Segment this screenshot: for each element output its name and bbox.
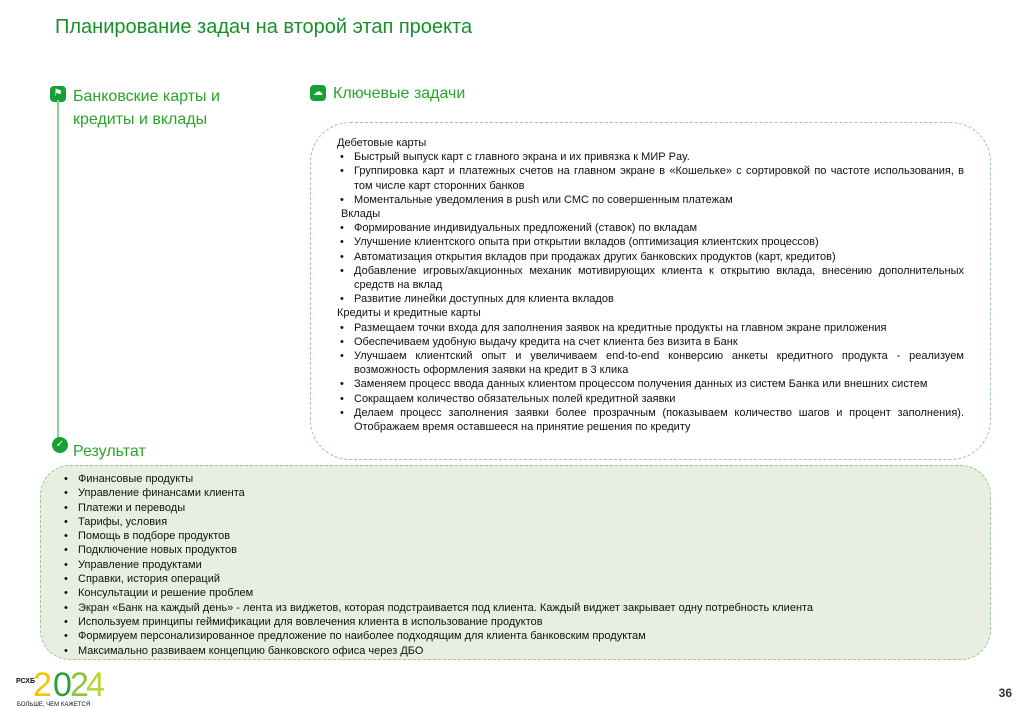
task-item: • Добавление игровых/акционных механик мотивирующих клиента к открытию вклада, внесению дополнительных средств на вклад bbox=[337, 264, 964, 292]
section-header-cards bbox=[73, 85, 220, 131]
header-line: Банковские карты и bbox=[73, 88, 220, 105]
result-item: • Справки, история операций bbox=[61, 572, 990, 586]
result-item: • Управление продуктами bbox=[61, 558, 990, 572]
page-title: Планирование задач на второй этап проекта bbox=[55, 16, 473, 38]
task-item: • Сокращаем количество обязательных полей кредитной заявки bbox=[337, 392, 964, 406]
svg-text:4: 4 bbox=[86, 666, 105, 704]
result-item: • Формируем персонализированное предложение по наиболее подходящим для клиента банковским продуктам bbox=[61, 629, 990, 643]
section-header-tasks: Ключевые задачи bbox=[333, 85, 466, 102]
result-item: • Платежи и переводы bbox=[61, 501, 990, 515]
task-item: • Обеспечиваем удобную выдачу кредита на счет клиента без визита в Банк bbox=[337, 335, 964, 349]
svg-text:РСХБ: РСХБ bbox=[16, 678, 35, 685]
page-number: 36 bbox=[998, 686, 1012, 700]
task-item: • Группировка карт и платежных счетов на главном экране в «Кошельке» с сортировкой по частоте использования, в том числе карт сторонних банков bbox=[337, 164, 964, 192]
result-item: • Максимально развиваем концепцию банковского офиса через ДБО bbox=[61, 644, 990, 658]
task-group-heading: Кредиты и кредитные карты bbox=[337, 307, 481, 320]
header-line: кредиты и вклады bbox=[73, 111, 208, 128]
flag-icon: ⚑ bbox=[50, 86, 66, 102]
svg-text:БОЛЬШЕ, ЧЕМ КАЖЕТСЯ: БОЛЬШЕ, ЧЕМ КАЖЕТСЯ bbox=[17, 702, 91, 708]
svg-text:2: 2 bbox=[70, 666, 89, 704]
cloud-icon: ☁ bbox=[310, 85, 326, 101]
timeline-line bbox=[57, 100, 59, 440]
task-item: • Улучшение клиентского опыта при открытии вкладов (оптимизация клиентских процессов) bbox=[337, 235, 964, 249]
task-item: • Делаем процесс заполнения заявки более прозрачным (показываем количество шагов и процент заполнения). Отображаем время оставшееся на принятие решения по кредиту bbox=[337, 406, 964, 434]
task-item: • Развитие линейки доступных для клиента вкладов bbox=[337, 292, 964, 306]
task-item: • Автоматизация открытия вкладов при продажах других банковских продуктов (карт, кредитов) bbox=[337, 250, 964, 264]
section-header-result: Результат bbox=[73, 443, 146, 460]
task-item: • Заменяем процесс ввода данных клиентом процессом получения данных из систем Банка или внешних систем bbox=[337, 377, 964, 391]
task-group-heading: Дебетовые карты bbox=[337, 137, 427, 149]
rshb-2024-logo bbox=[16, 660, 106, 708]
svg-text:0: 0 bbox=[53, 666, 72, 704]
task-item: • Быстрый выпуск карт с главного экрана и их привязка к МИР Pay. bbox=[337, 150, 964, 164]
result-item: • Консультации и решение проблем bbox=[61, 586, 990, 600]
tasks-box bbox=[310, 122, 991, 460]
svg-text:2: 2 bbox=[33, 666, 52, 704]
result-item: • Подключение новых продуктов bbox=[61, 543, 990, 557]
result-item: • Используем принципы геймификации для вовлечения клиента в использование продуктов bbox=[61, 615, 990, 629]
result-item: • Финансовые продукты bbox=[61, 472, 990, 486]
task-group-heading: Вклады bbox=[341, 208, 381, 221]
task-item: • Моментальные уведомления в push или СМС по совершенным платежам bbox=[337, 193, 964, 207]
task-item: • Формирование индивидуальных предложений (ставок) по вкладам bbox=[337, 221, 964, 235]
task-item: • Улучшаем клиентский опыт и увеличиваем end-to-end конверсию анкеты кредитного продукта - реализуем возможность оформления заявки на кредит в 3 клика bbox=[337, 349, 964, 377]
result-item: • Экран «Банк на каждый день» - лента из виджетов, которая подстраивается под клиента. Каждый виджет закрывает одну потребность клиента bbox=[61, 601, 990, 615]
task-item: • Размещаем точки входа для заполнения заявок на кредитные продукты на главном экране приложения bbox=[337, 321, 964, 335]
check-icon: ✓ bbox=[52, 437, 68, 453]
result-item: • Управление финансами клиента bbox=[61, 486, 990, 500]
results-box bbox=[40, 465, 991, 660]
result-item: • Помощь в подборе продуктов bbox=[61, 529, 990, 543]
result-item: • Тарифы, условия bbox=[61, 515, 990, 529]
